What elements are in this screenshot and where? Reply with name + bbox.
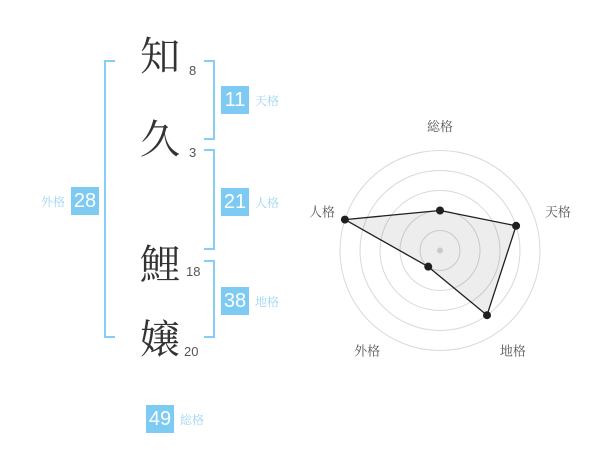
radar-chart [300,110,580,360]
tenkaku-bracket [204,60,215,140]
radar-axis-label-gaikaku: 外格 [354,343,381,359]
name-character-2: 久 [140,118,180,162]
name-character-1: 知 [140,35,180,79]
chikaku-value-badge: 38 [221,287,249,315]
chikaku-badge-group [221,287,279,315]
tenkaku-label: 天格 [255,93,280,108]
gaikaku-label: 外格 [41,194,66,209]
chikaku-label: 地格 [255,294,280,309]
soukaku-value-badge: 49 [146,405,174,433]
radar-point-chikaku [483,311,491,319]
soukaku-label: 総格 [180,412,205,427]
jinkaku-label: 人格 [255,195,280,210]
radar-center-dot [437,248,443,254]
chikaku-bracket [204,260,215,338]
radar-point-gaikaku [424,263,432,271]
jinkaku-bracket [204,149,215,250]
radar-point-tenkaku [512,222,520,230]
radar-axis-label-chikaku: 地格 [499,343,526,359]
radar-chart-container [300,110,580,360]
name-character-3: 鯉 [140,243,180,287]
gaikaku-value-badge: 28 [71,187,99,215]
radar-axis-label-jinkaku: 人格 [309,204,336,220]
radar-data-polygon [345,211,516,316]
gaikaku-bracket [104,60,115,338]
radar-point-jinkaku [341,216,349,224]
name-character-4: 嬢 [140,318,180,362]
stroke-count-1: 8 [189,63,197,78]
stroke-count-3: 18 [186,264,201,279]
stroke-count-2: 3 [189,145,197,160]
radar-point-soukaku [436,207,444,215]
tenkaku-value-badge: 11 [221,86,249,114]
soukaku-badge-group [146,405,204,433]
tenkaku-badge-group [221,86,279,114]
radar-axis-label-soukaku: 総格 [426,119,454,134]
radar-axis-label-tenkaku: 天格 [544,204,571,220]
jinkaku-badge-group [221,188,279,216]
gaikaku-badge-group [41,187,99,215]
jinkaku-value-badge: 21 [221,188,249,216]
stroke-count-4: 20 [184,344,199,359]
